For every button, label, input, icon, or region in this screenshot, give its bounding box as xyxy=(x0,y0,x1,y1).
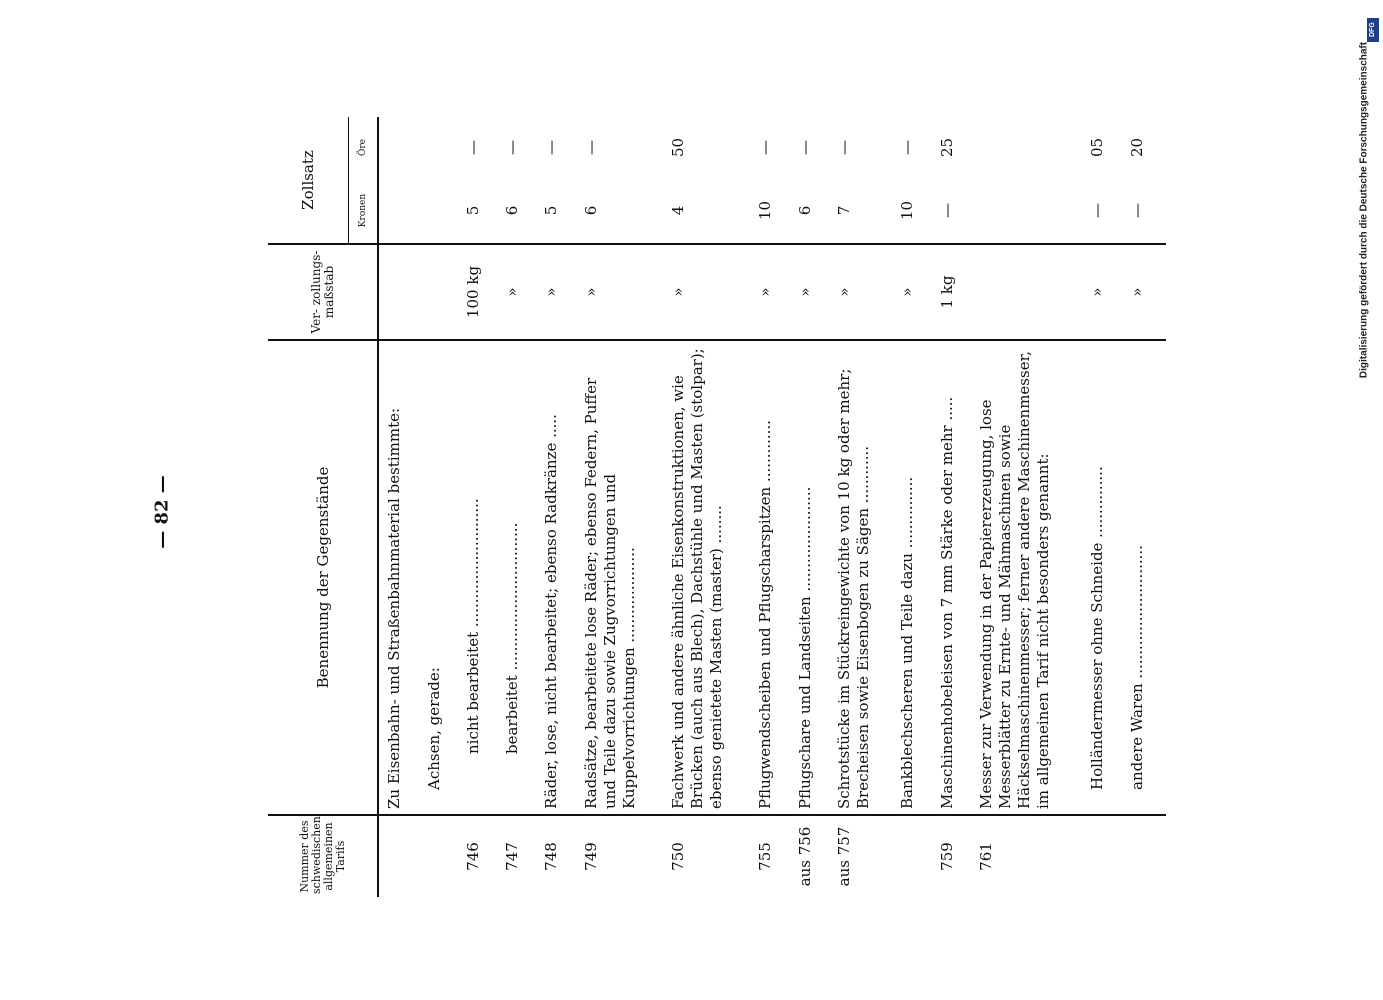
row-number: aus 757 xyxy=(829,815,892,897)
table-row xyxy=(497,117,536,897)
row-description: Achsen, gerade: xyxy=(419,340,458,815)
row-ore: — xyxy=(898,140,917,155)
table-row xyxy=(663,117,750,897)
row-description: Bankblechscheren und Teile dazu ............... xyxy=(892,340,931,815)
row-description: Radsätze, bearbeitete lose Räder; ebenso Federn, Puffer und Teile dazu sowie Zugvorrichtungen und Kuppelvorrichtungen .................... xyxy=(576,340,663,815)
row-number: 755 xyxy=(750,815,789,897)
filler-cell xyxy=(1161,340,1166,815)
row-unit: » xyxy=(790,244,829,340)
table-row xyxy=(378,117,419,897)
row-kronen xyxy=(378,178,419,244)
row-unit: » xyxy=(1122,244,1161,340)
row-unit xyxy=(378,244,419,340)
filler-cell xyxy=(1161,244,1166,340)
row-unit: » xyxy=(829,244,892,340)
header-description: Benennung der Gegenstände xyxy=(268,340,378,815)
page-number: — 82 — xyxy=(151,475,173,549)
row-kronen: 10 xyxy=(898,200,917,221)
header-unit: Ver- zollungs- maßstab xyxy=(268,244,378,340)
row-description: bearbeitet ............................... xyxy=(497,340,536,815)
header-number: Nummer des schwedischen allgemeinen Tarifs xyxy=(268,815,378,897)
table-row xyxy=(419,117,458,897)
row-kronen xyxy=(419,178,458,244)
row-unit: » xyxy=(750,244,789,340)
row-unit: » xyxy=(892,244,931,340)
table-body xyxy=(378,117,1166,897)
row-kronen xyxy=(971,178,1082,244)
row-ore: 20 xyxy=(1127,137,1146,158)
table-row xyxy=(1122,117,1161,897)
table-row xyxy=(790,117,829,897)
row-unit: 1 kg xyxy=(932,244,971,340)
header-kronen: Kronen xyxy=(349,178,379,244)
row-ore: — xyxy=(581,140,600,155)
table-row xyxy=(932,117,971,897)
row-kronen: 6 xyxy=(503,205,522,216)
filler-cell xyxy=(1161,178,1166,244)
row-unit xyxy=(971,244,1082,340)
table-row xyxy=(1082,117,1121,897)
row-description: Pflugwendscheiben und Pflugscharspitzen ............. xyxy=(750,340,789,815)
dfg-sidenote xyxy=(1347,10,1381,410)
row-description: Räder, lose, nicht bearbeitet; ebenso Radkränze ..... xyxy=(536,340,575,815)
row-ore xyxy=(971,117,1082,178)
row-number xyxy=(378,815,419,897)
row-kronen: — xyxy=(937,203,956,218)
row-description: Pflugschare und Landseiten ...................... xyxy=(790,340,829,815)
row-ore: — xyxy=(542,140,561,155)
row-number: 748 xyxy=(536,815,575,897)
row-kronen: 6 xyxy=(581,205,600,216)
row-number: 759 xyxy=(932,815,971,897)
row-description: nicht bearbeitet ........................... xyxy=(458,340,497,815)
row-kronen: 10 xyxy=(756,200,775,221)
row-number: 746 xyxy=(458,815,497,897)
row-description: Schrotstücke im Stückreingewichte von 10 kg oder mehr; Brecheisen sowie Eisenbogen zu Sägen ............ xyxy=(829,340,892,815)
table-row xyxy=(892,117,931,897)
row-unit: 100 kg xyxy=(458,244,497,340)
row-ore: 05 xyxy=(1088,137,1107,158)
row-number xyxy=(892,815,931,897)
row-unit: » xyxy=(576,244,663,340)
row-kronen: 5 xyxy=(463,205,482,216)
row-ore xyxy=(378,117,419,178)
table-row xyxy=(458,117,497,897)
row-ore: 50 xyxy=(669,137,687,158)
row-ore: — xyxy=(834,140,853,155)
row-kronen: 7 xyxy=(834,205,853,216)
row-description: Messer zur Verwendung in der Papiererzeugung, lose Messerblätter zu Ernte- und Mähmaschinen sowie Häckselmaschinenmesser; ferner andere Maschinenmesser, im allgemeinen Tarif nicht besonders genannt: xyxy=(971,340,1082,815)
table-row xyxy=(829,117,892,897)
row-ore: — xyxy=(503,140,522,155)
row-kronen: — xyxy=(1127,203,1146,218)
row-number: 749 xyxy=(576,815,663,897)
table-row xyxy=(971,117,1082,897)
table-row xyxy=(750,117,789,897)
row-number: 761 xyxy=(971,815,1082,897)
table-row xyxy=(536,117,575,897)
row-number xyxy=(1082,815,1121,897)
row-number: 750 xyxy=(663,815,750,897)
dfg-logo: DFG xyxy=(1367,18,1379,42)
row-ore: 25 xyxy=(937,137,956,158)
filler-cell xyxy=(1161,117,1166,178)
row-kronen: 6 xyxy=(795,205,814,216)
row-number xyxy=(419,815,458,897)
row-unit: » xyxy=(1082,244,1121,340)
dfg-text: Digitalisierung gefördert durch die Deutsche Forschungsgemeinschaft xyxy=(1358,41,1370,379)
row-ore: — xyxy=(795,140,814,155)
row-kronen: 5 xyxy=(542,205,561,216)
row-unit xyxy=(419,244,458,340)
row-number: 747 xyxy=(497,815,536,897)
row-number: aus 756 xyxy=(790,815,829,897)
row-description: Maschinenhobeleisen von 7 mm Stärke oder mehr ..... xyxy=(932,340,971,815)
row-ore xyxy=(419,117,458,178)
row-description: Fachwerk und andere ähnliche Eisenkonstruktionen, wie Brücken (auch aus Blech), Dachstühle und Masten (stolpar); ebenso genietete Masten (master) ........ xyxy=(663,340,750,815)
row-ore: — xyxy=(756,140,775,155)
row-kronen: — xyxy=(1088,203,1107,218)
row-description: andere Waren ............................ xyxy=(1122,340,1161,815)
tariff-table xyxy=(268,117,1166,897)
filler-cell xyxy=(1161,815,1166,897)
row-ore: — xyxy=(463,140,482,155)
header-rate: Zollsatz xyxy=(268,117,349,244)
row-description: Holländermesser ohne Schneide ............... xyxy=(1082,340,1121,815)
row-number xyxy=(1122,815,1161,897)
header-ore: Öre xyxy=(349,117,379,178)
tariff-table-container xyxy=(268,117,1166,897)
row-unit: » xyxy=(497,244,536,340)
row-unit: » xyxy=(663,244,750,340)
table-row xyxy=(576,117,663,897)
table-filler-row xyxy=(1161,117,1166,897)
row-unit: » xyxy=(536,244,575,340)
row-kronen: 4 xyxy=(669,205,687,216)
row-description: Zu Eisenbahn- und Straßenbahnmaterial bestimmte: xyxy=(378,340,419,815)
